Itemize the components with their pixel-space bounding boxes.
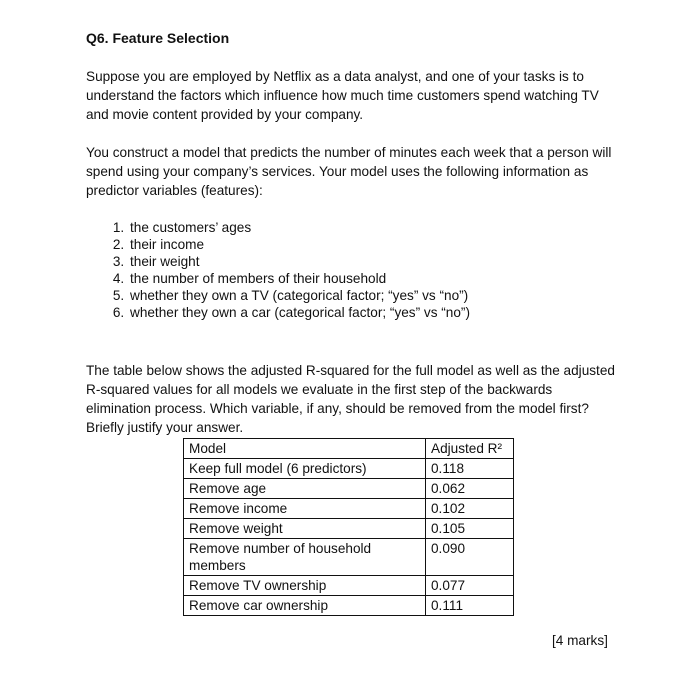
table-row xyxy=(184,459,514,479)
list-item: 2. their income xyxy=(128,236,616,253)
value-cell: 0.062 xyxy=(426,479,514,499)
list-item: 6. whether they own a car (categorical factor; “yes” vs “no”) xyxy=(128,304,616,321)
list-item: 5. whether they own a TV (categorical factor; “yes” vs “no”) xyxy=(128,287,616,304)
question-body xyxy=(86,29,616,456)
value-cell: 0.102 xyxy=(426,499,514,519)
table-row xyxy=(184,539,514,576)
model-cell: Remove weight xyxy=(184,519,426,539)
table-row xyxy=(184,519,514,539)
model-paragraph: You construct a model that predicts the number of minutes each week that a person will spend using your company’s services. Your model uses the following information as predictor variables (features): xyxy=(86,145,612,198)
model-cell: Remove income xyxy=(184,499,426,519)
prompt-paragraph: The table below shows the adjusted R-squared for the full model as well as the adjusted R-squared values for all models we evaluate in the first step of the backwards elimination process. Which variable, if any, should be removed from the model first? Briefly justify your answer. xyxy=(86,363,615,435)
model-cell: Remove car ownership xyxy=(184,596,426,616)
list-item: 4. the number of members of their household xyxy=(128,270,616,287)
question-title: Q6. Feature Selection xyxy=(86,30,230,46)
table-row xyxy=(184,576,514,596)
value-cell: 0.111 xyxy=(426,596,514,616)
feature-list xyxy=(86,219,616,321)
value-cell: 0.118 xyxy=(426,459,514,479)
table-row xyxy=(184,596,514,616)
results-table xyxy=(183,438,514,616)
model-cell: Remove number of household members xyxy=(184,539,426,576)
list-item: 1. the customers’ ages xyxy=(128,219,616,236)
value-cell: 0.090 xyxy=(426,539,514,576)
table-row xyxy=(184,479,514,499)
value-cell: 0.077 xyxy=(426,576,514,596)
value-cell: 0.105 xyxy=(426,519,514,539)
model-cell: Remove TV ownership xyxy=(184,576,426,596)
table-header-row xyxy=(184,439,514,459)
intro-paragraph: Suppose you are employed by Netflix as a data analyst, and one of your tasks is to understand the factors which influence how much time customers spend watching TV and movie content provided by your company. xyxy=(86,69,599,122)
header-adjusted-r2: Adjusted R² xyxy=(426,439,514,459)
model-cell: Keep full model (6 predictors) xyxy=(184,459,426,479)
marks-label: [4 marks] xyxy=(552,633,608,648)
model-cell: Remove age xyxy=(184,479,426,499)
list-item: 3. their weight xyxy=(128,253,616,270)
table-row xyxy=(184,499,514,519)
header-model: Model xyxy=(184,439,426,459)
